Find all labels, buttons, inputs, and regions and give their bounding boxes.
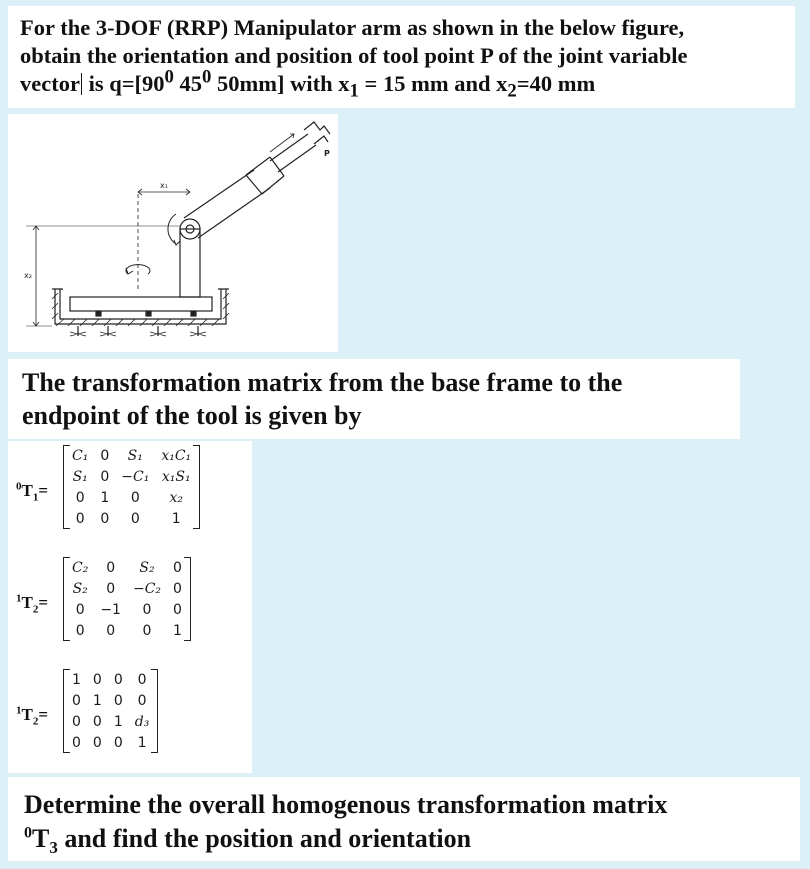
problem-line-3c: 45 bbox=[173, 71, 203, 96]
x2-label: x₂ bbox=[24, 271, 32, 280]
problem-statement-box bbox=[8, 6, 795, 108]
problem-line-3b: is q=[90 bbox=[82, 71, 165, 96]
rotating-platform bbox=[70, 297, 212, 311]
transformation-intro-box bbox=[8, 359, 740, 439]
tool-gripper bbox=[304, 122, 330, 134]
matrix-3-label: $^1T_2=$ bbox=[16, 704, 49, 728]
problem-statement bbox=[8, 6, 795, 102]
final-line-2: and find the position and orientation bbox=[57, 824, 472, 853]
matrix-2T3: 1 0 0 0 0 1 0 0 0 0 1 d₃ 0 0 0 1 bbox=[66, 669, 155, 753]
matrix-1T2: C₂ 0 S₂ 0 S₂ 0 −C₂ 0 0 −1 0 0 0 0 0 1 bbox=[66, 557, 188, 641]
transformation-intro bbox=[8, 359, 740, 432]
matrix-0T1: C₁ 0 S₁ x₁C₁ S₁ 0 −C₁ x₁S₁ 0 1 0 x₂ 0 0 0 1 bbox=[66, 445, 197, 529]
matrices-box bbox=[8, 441, 252, 773]
problem-line-1: For the 3-DOF (RRP) Manipulator arm as shown in the below figure, bbox=[20, 15, 685, 40]
final-T: T bbox=[32, 824, 50, 853]
x2-subscript: 2 bbox=[507, 80, 517, 102]
intro-line-1: The transformation matrix from the base frame to the bbox=[22, 368, 623, 397]
problem-line-3f: =40 mm bbox=[516, 71, 596, 96]
text-cursor bbox=[81, 73, 82, 95]
degree-sup-2: 0 bbox=[202, 66, 212, 88]
final-line-1: Determine the overall homogenous transformation matrix bbox=[24, 790, 668, 819]
problem-line-2: obtain the orientation and position of tool point P of the joint variable bbox=[20, 43, 688, 68]
rrp-manipulator-diagram bbox=[8, 114, 338, 352]
problem-line-3e: = 15 mm and x bbox=[358, 71, 508, 96]
x1-label: x₁ bbox=[160, 181, 168, 190]
x1-subscript: 1 bbox=[349, 80, 359, 102]
final-question bbox=[8, 777, 800, 856]
p-label: P bbox=[324, 149, 330, 158]
final-sub: 3 bbox=[49, 838, 58, 858]
problem-line-3a: vector bbox=[20, 71, 80, 96]
arm-link bbox=[184, 170, 270, 238]
matrix-1-label: $^0T_1=$ bbox=[16, 480, 49, 504]
matrix-2-label: $^1T_2=$ bbox=[16, 592, 49, 616]
degree-sup-1: 0 bbox=[164, 66, 174, 88]
intro-line-2: endpoint of the tool is given by bbox=[22, 401, 362, 430]
final-question-box bbox=[8, 777, 800, 861]
manipulator-figure bbox=[8, 114, 338, 352]
final-pre-sup: 0 bbox=[24, 824, 32, 842]
problem-line-3d: 50mm] with x bbox=[211, 71, 350, 96]
